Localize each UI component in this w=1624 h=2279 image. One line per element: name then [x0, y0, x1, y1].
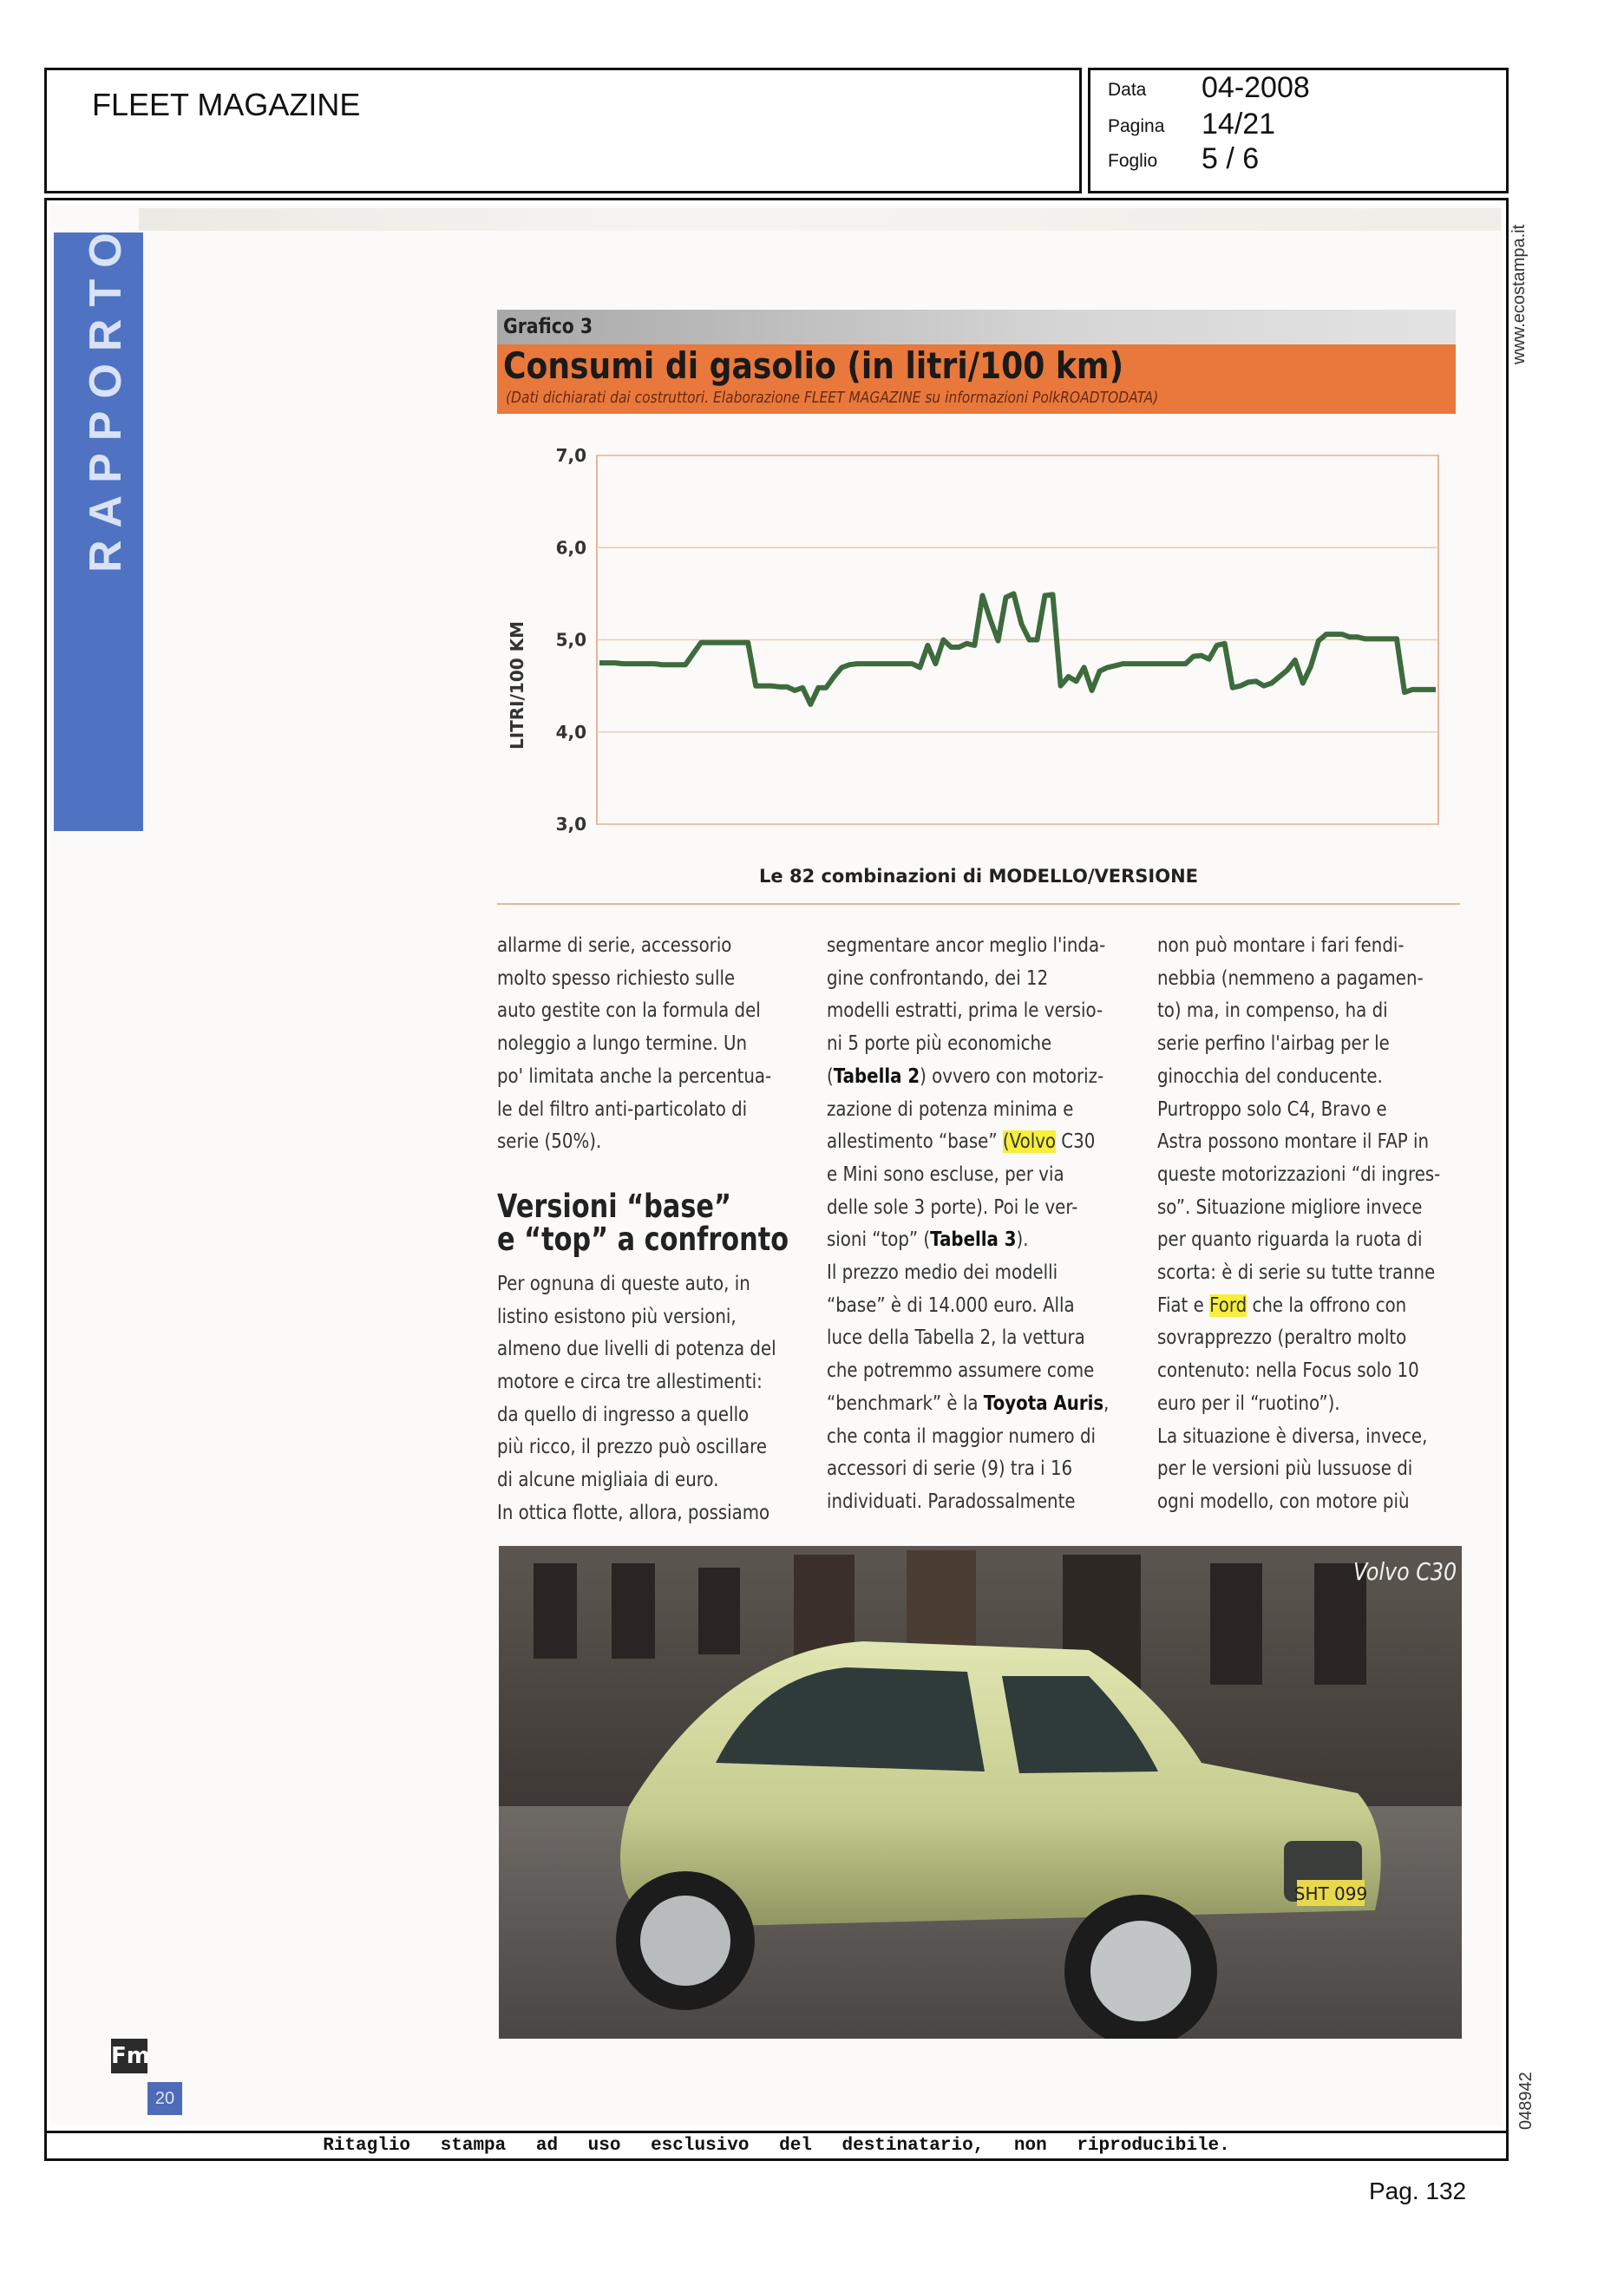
chart-y-ticks: [556, 445, 586, 835]
col1b-line-1: Per ognuna di queste auto, in: [497, 1272, 750, 1295]
col1b-line-5: da quello di ingresso a quello: [497, 1403, 750, 1426]
fm-logo: Fm: [111, 2039, 147, 2073]
chart-separator: [497, 903, 1460, 905]
col2d-line-3: individuati. Paradossalmente: [827, 1490, 1076, 1513]
col1b-line-7: di alcune migliaia di euro.: [497, 1469, 719, 1492]
col3a-line-9: so”. Situazione migliore invece: [1157, 1195, 1423, 1219]
foglio-value: 5 / 6: [1202, 142, 1260, 175]
photo-caption: Volvo C30: [1353, 1557, 1457, 1586]
col3b-line-2: contenuto: nella Focus solo 10: [1157, 1359, 1419, 1383]
col1-paragraph-b: [497, 1268, 805, 1530]
col1a-line-1: allarme di serie, accessorio: [497, 934, 732, 957]
col3-line-12: Fiat e Ford che la offrono con: [1157, 1293, 1407, 1317]
col1b-line-3: almeno due livelli di potenza del: [497, 1338, 776, 1361]
side-code: 048942: [1516, 2072, 1536, 2130]
col3b-line-4: La situazione è diversa, invece,: [1157, 1424, 1428, 1448]
col3a-line-10: per quanto riguarda la ruota di: [1157, 1228, 1423, 1252]
chart-subtitle: (Dati dichiarati dai costruttori. Elaborazione FLEET MAGAZINE su informazioni PolkROADTODATA): [506, 389, 1159, 407]
col2c-line-2: “base” è di 14.000 euro. Alla: [827, 1293, 1075, 1317]
col3a-line-11: scorta: è di serie su tutte tranne: [1157, 1261, 1436, 1285]
page-number: Pag. 132: [1369, 2177, 1467, 2204]
col3b-line-5: per le versioni più lussuose di: [1157, 1457, 1413, 1481]
pagina-value: 14/21: [1202, 108, 1276, 141]
chart-label: Grafico 3: [503, 314, 593, 338]
col2d-line-2: accessori di serie (9) tra i 16: [827, 1457, 1073, 1481]
heading-line-1: Versioni “base”: [497, 1187, 731, 1225]
col2a-line-2: gine confrontando, dei 12: [827, 966, 1049, 990]
series-line-consumi: [599, 593, 1436, 704]
footer-divider: [44, 2131, 1509, 2133]
section-heading: [497, 1187, 805, 1258]
col1b-line-6: più ricco, il prezzo può oscillare: [497, 1436, 768, 1459]
magazine-title: FLEET MAGAZINE: [92, 87, 361, 122]
col1a-line-3: auto gestite con la formula del: [497, 999, 761, 1023]
col3a-line-3: to) ma, in compenso, ha di: [1157, 999, 1388, 1023]
col2-line-5: (Tabella 2) ovvero con motoriz-: [827, 1064, 1104, 1088]
col3a-line-4: serie perfino l'airbag per le: [1157, 1032, 1390, 1056]
col3b-line-6: ogni modello, con motore più: [1157, 1490, 1410, 1513]
section-label: RAPPORTO: [81, 220, 131, 573]
data-label: Data: [1108, 80, 1147, 100]
col1b-line-4: motore e circa tre allestimenti:: [497, 1371, 763, 1394]
col2b-line-2: delle sole 3 porte). Poi le ver-: [827, 1195, 1078, 1219]
license-plate: SHT 099: [1293, 1883, 1368, 1904]
chart-title: Consumi di gasolio (in litri/100 km): [503, 344, 1124, 387]
col3a-line-1: non può montare i fari fendi-: [1157, 934, 1405, 957]
col1a-line-2: molto spesso richiesto sulle: [497, 966, 736, 990]
col1b-line-8: In ottica flotte, allora, possiamo: [497, 1501, 770, 1524]
pagina-label: Pagina: [1108, 116, 1165, 136]
chart-label-bar: [497, 310, 1456, 344]
col3b-line-1: sovrapprezzo (peraltro molto: [1157, 1326, 1407, 1350]
highlight-volvo: (Volvo: [1002, 1130, 1057, 1154]
foglio-label: Foglio: [1108, 151, 1158, 171]
col2a-line-3: modelli estratti, prima le versio-: [827, 999, 1103, 1023]
col1a-line-5: po' limitata anche la percentua-: [497, 1064, 772, 1088]
col2a-line-1: segmentare ancor meglio l'inda-: [827, 934, 1106, 957]
y-tick-label: 6,0: [555, 537, 586, 559]
col2-line-6: zazione di potenza minima e: [827, 1097, 1074, 1121]
footer-notice: Ritaglio stampa ad uso esclusivo del destinatario, non riproducibile.: [323, 2136, 1230, 2156]
data-value: 04-2008: [1202, 71, 1310, 104]
col2c-line-1: Il prezzo medio dei modelli: [827, 1261, 1058, 1285]
side-url: www.ecostampa.it: [1509, 224, 1529, 364]
col1a-line-4: noleggio a lungo termine. Un: [497, 1032, 747, 1056]
y-axis-label: LITRI/100 KM: [507, 620, 527, 750]
col2c-line-4: che potremmo assumere come: [827, 1359, 1095, 1383]
y-tick-label: 7,0: [555, 445, 586, 466]
col3a-line-7: Astra possono montare il FAP in: [1157, 1130, 1429, 1154]
y-tick-label: 5,0: [555, 629, 586, 651]
chart-grid: [597, 455, 1438, 824]
col3a-line-8: queste motorizzazioni “di ingres-: [1157, 1162, 1441, 1186]
col3a-line-6: Purtroppo solo C4, Bravo e: [1157, 1097, 1387, 1121]
highlight-ford: Ford: [1209, 1293, 1247, 1317]
col1b-line-2: listino esistono più versioni,: [497, 1305, 737, 1328]
article-column-2: [827, 930, 1135, 1519]
col2-line-15: “benchmark” è la Toyota Auris,: [827, 1392, 1110, 1415]
magazine-page-number: 20: [147, 2082, 182, 2115]
col2-line-7: allestimento “base” (Volvo C30: [827, 1130, 1096, 1154]
heading-line-2: e “top” a confronto: [497, 1220, 789, 1258]
col2d-line-1: che conta il maggior numero di: [827, 1424, 1096, 1448]
x-axis-label: Le 82 combinazioni di MODELLO/VERSIONE: [759, 866, 1198, 887]
y-tick-label: 4,0: [555, 721, 586, 743]
col3b-line-3: euro per il “ruotino”).: [1157, 1392, 1340, 1415]
consumption-line-chart: [497, 425, 1460, 911]
col3a-line-2: nebbia (nemmeno a pagamen-: [1157, 966, 1424, 990]
col3a-line-5: ginocchia del conducente.: [1157, 1064, 1383, 1088]
col2a-line-4: ni 5 porte più economiche: [827, 1032, 1052, 1056]
col2-line-10: sioni “top” (Tabella 3).: [827, 1228, 1029, 1252]
col1-paragraph-a: [497, 930, 805, 1159]
col2c-line-3: luce della Tabella 2, la vettura: [827, 1326, 1085, 1350]
col1a-line-7: serie (50%).: [497, 1130, 602, 1154]
col2b-line-1: e Mini sono escluse, per via: [827, 1162, 1064, 1186]
article-column-1: [497, 930, 805, 1530]
y-tick-label: 3,0: [555, 814, 586, 835]
article-column-3: [1157, 930, 1465, 1519]
col1a-line-6: le del filtro anti-particolato di: [497, 1097, 748, 1121]
car-photo: [499, 1546, 1462, 2039]
